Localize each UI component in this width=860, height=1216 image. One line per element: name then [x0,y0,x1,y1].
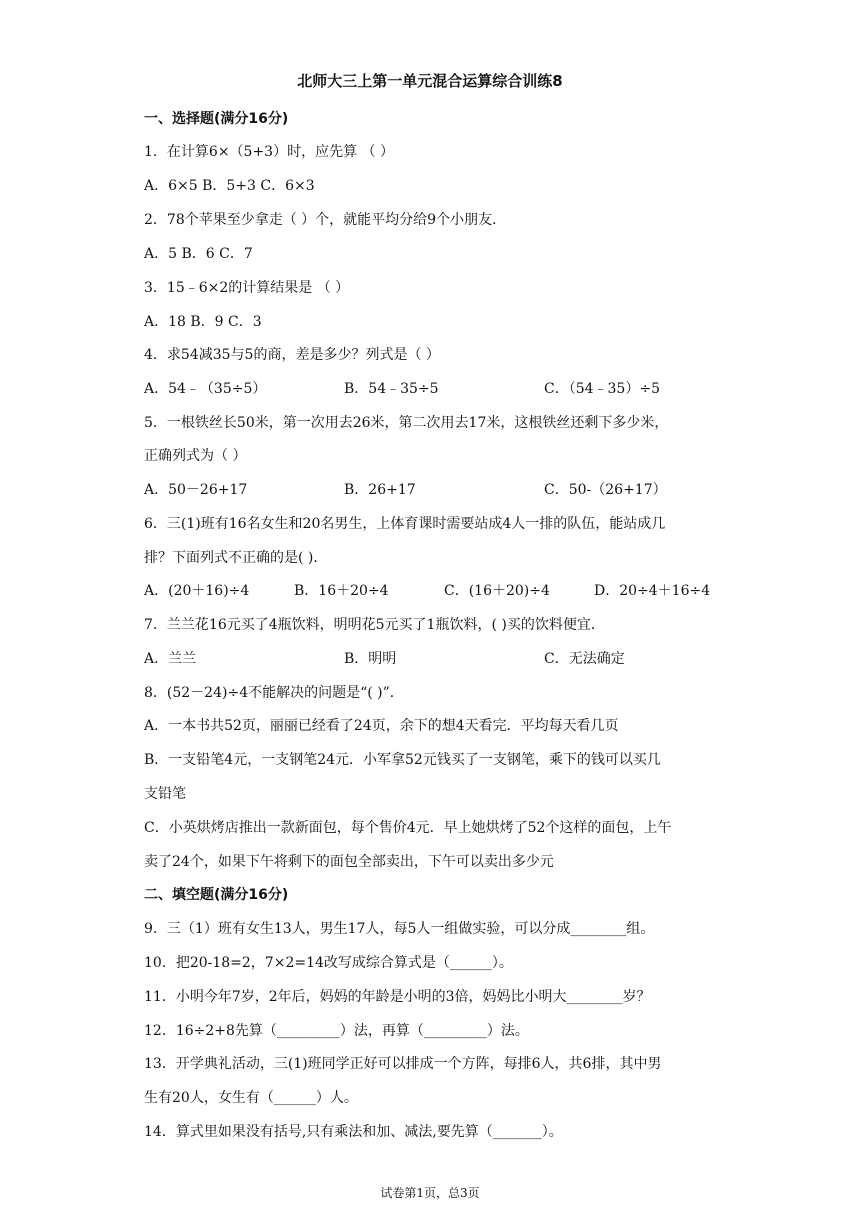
page-title: 北师大三上第一单元混合运算综合训练8 [297,72,563,90]
question-6-line-2: 排？下面列式不正确的是( )． [144,550,328,566]
option-b: B．26+17 [344,482,416,498]
question-5-options [144,479,667,499]
question-6-options [144,580,710,600]
question-2: 2．78个苹果至少拿走（ ）个，就能平均分给9个小朋友． [144,212,507,228]
option-a: A．(20＋16)÷4 [144,583,250,599]
option-c: C．（54﹣35）÷5 [544,381,660,397]
option-b: B．54﹣35÷5 [344,381,439,397]
option-c: C．无法确定 [544,651,625,667]
question-4: 4．求54减35与5的商，差是多少？列式是（ ） [144,347,440,363]
question-7: 7．兰兰花16元买了4瓶饮料，明明花5元买了1瓶饮料，( )买的饮料便宜． [144,617,605,633]
question-6-line-1: 6．三(1)班有16名女生和20名男生，上体育课时需要站成4人一排的队伍，能站成几 [144,516,666,532]
option-a: A．54﹣（35÷5） [144,381,267,397]
option-a: A．50－26+17 [144,482,248,498]
question-1: 1．在计算6×（5+3）时，应先算 （ ） [144,144,394,160]
question-3: 3．15﹣6×2的计算结果是 （ ） [144,280,350,296]
page-footer: 试卷第1页，总3页 [380,1186,480,1200]
question-8-option-a: A．一本书共52页，丽丽已经看了24页，余下的想4天看完．平均每天看几页 [144,718,619,734]
question-12: 12．16÷2+8先算（_________）法，再算（_________）法。 [144,1023,529,1039]
question-8-option-c-line-2: 卖了24个，如果下午将剩下的面包全部卖出，下午可以卖出多少元 [144,854,554,870]
question-7-options [144,648,625,668]
section-heading-choice: 一、选择题(满分16分) [144,111,289,127]
question-3-options: A．18 B．9 C．3 [144,314,262,330]
question-8: 8．(52－24)÷4不能解决的问题是“( )”． [144,685,404,701]
question-13-line-1: 13．开学典礼活动，三(1)班同学正好可以排成一个方阵，每排6人，共6排，其中男 [144,1056,662,1072]
question-8-option-b-line-2: 支铅笔 [144,786,186,802]
question-9: 9．三（1）班有女生13人，男生17人，每5人一组做实验，可以分成________组。 [144,921,655,937]
question-5-line-1: 5．一根铁丝长50米，第一次用去26米，第二次用去17米，这根铁丝还剩下多少米， [144,415,669,431]
question-8-option-c-line-1: C．小英烘烤店推出一款新面包，每个售价4元．早上她烘烤了52个这样的面包，上午 [144,820,672,836]
option-d: D．20÷4＋16÷4 [594,583,711,599]
question-10: 10．把20-18=2，7×2=14改写成综合算式是（______）。 [144,955,513,971]
option-a: A．兰兰 [144,651,197,667]
question-5-line-2: 正确列式为（ ） [144,448,247,464]
section-heading-fill-blank: 二、填空题(满分16分) [144,887,289,903]
option-b: B．16＋20÷4 [294,583,389,599]
question-11: 11．小明今年7岁，2年后，妈妈的年龄是小明的3倍，妈妈比小明大________岁？ [144,989,651,1005]
question-4-options [144,378,660,398]
question-8-option-b-line-1: B．一支铅笔4元，一支钢笔24元．小军拿52元钱买了一支钢笔，乘下的钱可以买几 [144,752,661,768]
option-c: C．50-（26+17） [544,482,667,498]
question-14: 14．算式里如果没有括号,只有乘法和加、减法,要先算（_______）。 [144,1124,563,1140]
question-1-options: A．6×5 B．5+3 C．6×3 [144,178,315,194]
question-13-line-2: 生有20人，女生有（______）人。 [144,1090,358,1106]
question-2-options: A．5 B．6 C．7 [144,246,253,262]
option-b: B．明明 [344,651,397,667]
option-c: C．(16＋20)÷4 [444,583,550,599]
